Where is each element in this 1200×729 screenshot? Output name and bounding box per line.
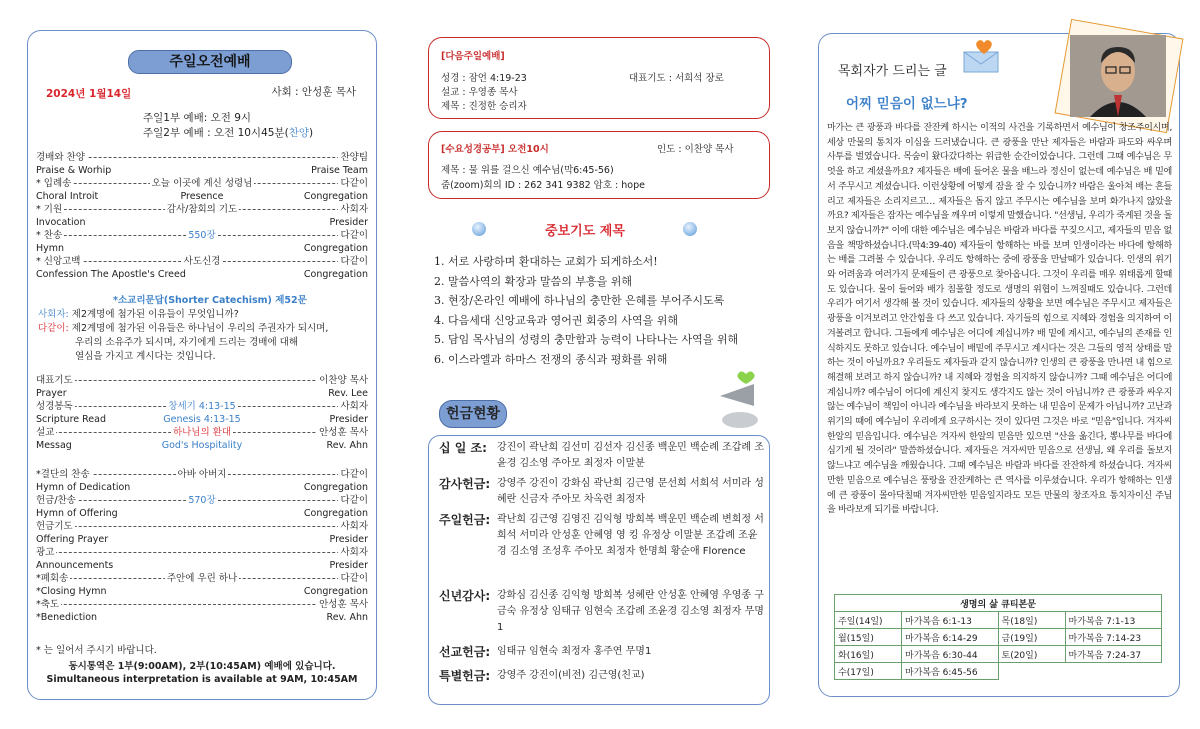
worship-title: 주일오전예배 (128, 50, 292, 74)
order-item-leader: 사회자 (340, 521, 368, 532)
order-row (34, 203, 370, 216)
order-item-leader: 다같이 (340, 495, 368, 506)
wed-title: [수요성경공부] 오전10시 (441, 144, 549, 155)
order-item-name: 헌금기도 (36, 521, 73, 532)
order-item-leader: 안성훈 목사 (319, 427, 368, 438)
order-item-leader: Presider (329, 560, 368, 571)
order-row (34, 439, 370, 452)
qt-cell: 토(20일) (998, 646, 1065, 663)
service-date: 2024년 1월14일 (46, 88, 132, 100)
order-row (34, 559, 370, 572)
offering-type: 특별헌금: (439, 669, 491, 683)
order-item-content: God's Hospitality (161, 440, 243, 451)
qt-cell: 마가복음 7:14-23 (1065, 629, 1162, 646)
order-row (34, 572, 370, 585)
order-item-leader: 이찬양 목사 (319, 375, 368, 386)
order-item-name: Prayer (36, 388, 67, 399)
order-row (34, 533, 370, 546)
qt-cell: 목(18일) (998, 612, 1065, 629)
order-item-content: 아바 아버지 (177, 469, 227, 480)
order-item-leader: 다같이 (340, 256, 368, 267)
wed-leader: 인도 : 이찬양 목사 (657, 144, 734, 155)
order-item-name: * 신앙고백 (36, 256, 81, 267)
order-item-name: *Benediction (36, 612, 98, 623)
order-item-name: Offering Prayer (36, 534, 109, 545)
order-row-center (34, 255, 370, 268)
order-item-content: 하나님의 환대 (172, 427, 232, 438)
offering-names: 강영주 강진이 강화심 곽난희 김근영 문선희 서희석 서미라 성혜란 신금자 주아모 차옥련 최정자 (497, 478, 764, 505)
next-preacher: 설교 : 우영종 목사 (441, 87, 518, 98)
qt-table (834, 594, 1162, 680)
order-item-name: *축도 (36, 599, 60, 610)
offering-names: 강진이 곽난희 김선미 김선자 김신종 백운민 백순례 조갑례 조윤경 김소영 주아모 최정자 이말분 (497, 442, 764, 469)
order-row (34, 611, 370, 624)
qt-row (835, 646, 1162, 663)
order-item-name: * 찬송 (36, 230, 63, 241)
offering-type: 선교헌금: (439, 645, 491, 659)
catechism-answer-2: 우리의 소유주가 되시며, 자기에게 드리는 경배에 대해 (75, 337, 299, 348)
interpretation-english: Simultaneous interpretation is available at 9AM, 10:45AM (46, 674, 358, 685)
order-row (34, 507, 370, 520)
order-item-name: 헌금/찬송 (36, 495, 76, 506)
order-item-leader: Congregation (303, 482, 368, 493)
order-item-leader: Presider (329, 534, 368, 545)
offering-box (428, 435, 770, 705)
order-row (34, 268, 370, 281)
order-item-content: 550장 (188, 230, 216, 241)
offering-type: 십 일 조: (439, 441, 487, 455)
qt-cell: 마가복음 7:1-13 (1065, 612, 1162, 629)
order-item-name: 성경봉독 (36, 401, 73, 412)
interpretation-korean: 동시통역은 1부(9:00AM), 2부(10:45AM) 예배에 있습니다. (68, 661, 336, 672)
qt-row (835, 663, 1162, 680)
order-item-content: 감사/참회의 기도 (166, 204, 238, 215)
qt-cell: 금(19일) (998, 629, 1065, 646)
order-item-content: 570장 (188, 495, 216, 506)
qt-cell: 월(15일) (835, 629, 902, 646)
order-item-leader: Rev. Ahn (326, 440, 368, 451)
order-row (34, 387, 370, 400)
order-item-leader: Presider (329, 414, 368, 425)
order-item-name: 광고 (36, 547, 55, 558)
prayer-item: 2. 말씀사역의 확장과 말씀의 부흥을 위해 (434, 274, 632, 288)
order-row (34, 400, 370, 413)
order-row-center (34, 572, 370, 585)
order-row-center (34, 494, 370, 507)
prayer-title: 중보기도 제목 (545, 224, 625, 239)
order-item-leader: 다같이 (340, 230, 368, 241)
catechism-answer (38, 320, 328, 334)
order-item-leader: 사회자 (340, 401, 368, 412)
next-prayer: 대표기도 : 서희석 장로 (629, 73, 724, 84)
order-item-content: 오늘 이곳에 계신 성령님 (151, 178, 253, 189)
offering-type: 신년감사: (439, 589, 491, 603)
order-row (34, 190, 370, 203)
order-item-content: Presence (180, 191, 224, 202)
order-item-leader: Congregation (303, 586, 368, 597)
wed-zoom: 줌(zoom)회의 ID : 262 341 9382 암호 : hope (441, 180, 645, 191)
pastor-letter-body: 마가는 큰 광풍과 바다를 잔잔케 하시는 이적의 사건을 기록하면서 예수님이 창조주이시며, 세상 만물의 통치자 이심을 드러냈습니다. 큰 광풍을 만난 제자들은 바람과 파도와 싸우며 사투를 벌였습니다. 목숨이 왔다갔다하는 위급한 순간이었습니다. 그런데 그때 예수님은 무엇을 하고 계셨을까요? 제자들은 배에 들어온 물을 배느라 정신이 없는데 예수님은 배 밑에서 주무시고 계셨습니다. 이런상황에 어떻게 잠을 잘 수 있습니까? 바람은 울아쳐 배는 흔들리고 제자들은 소리지르고… 제자들은 돕지 않고 주무시는 예수님을 보며 화가나지 않았을까요? 제자들은 잠자는 예수님을 깨우며 이렇게 말했습니다. "선생님, 우리가 죽게된 것을 돌보지 않습니까?" 이에 대한 예수님은 예수님은 바람과 바다를 꾸짖으시고, 제자들의 믿음 없음을 책망하셨습니다.(막4:39-40) 제자들이 항해하는 바를 보며 인생이라는 바다에 항해하는 배를 그려볼 수 있습니다. 우리도 항해하는 중에 광풍을 만날때가 있습니다. 인생의 위기와 어려움과 여러가지 문제들이 큰 광풍으로 찾아옵니다. 그것이 우리를 매우 위태롭게 할때도 있습니다. 물이 들어와 배가 침몰할 정도로 생명의 위협이 느껴질때도 있습니다. 그런데 우리가 여기서 생각해 볼 것이 있습니다. 제자들의 상황을 보면 예수님은 주무시고 제자들은 광풍을 이겨보려고 안간힘을 다 쓰고 있습니다. 자기들의 힘으로 지혜와 경험을 의지하여 이겨볼려고 합니다. 그들에게 예수님은 어디에 계십니까? 배 밑에 계시고, 예수님의 존재를 인식하지도 못하고 있습니다. 예수님이 배밑에 주무시고 계시다는 것은 그들의 영적 상태를 말하는 것이 아닐까요? 우리들도 제자들과 같지 않습니까? 인생의 큰 광풍을 만나면 내 힘으로 해결해 보려고 하지 않습니까? 내 지혜와 경험을 의지하지 않습니까? 그때 예수님은 어디에 계십니까? 예수님이 어디에 계신지 찾지도 생각지도 않는 것이 아닙니까? 큰 광풍과 싸우지 않는 예수님이 책임이 아니라 예수님을 바라보지 못하는 내 믿음이 문제가 아닙니까? 고난과 위기의 때에 예수님이 우리에게 요구하시는 것이 있다면 그것은 바로 "믿음"입니다. 겨자씨 한알의 믿음입니다. 예수님은 겨자씨 한알의 믿음만 있으면 "산을 옮긴다, 뽕나무를 바다에 심기게 될 것이라" 말씀하셨습니다. 제자들은 겨자씨만 믿음으로 선생님, 왜 우리를 돌보지 않느냐고 예수님을 깨웠습니다. 그때 예수님은 바람과 바다를 잔잔하게 하셨습니다. 겨자씨만한 믿음으로 예수님은 풍랑을 잔잔케하는 큰 역사를 이루셨습니다. 우리가 항해하는 인생에 큰 광풍이 몰아닥칠때 겨자씨만한 믿음일지라도 모든 만물의 창조자요 통치자이신 주님을 바라보게 되기를 바랍니다. (827, 123, 1172, 516)
order-item-leader: Rev. Ahn (326, 612, 368, 623)
q-text: 제2계명에 첨가된 이유들이 무엇입니까? (71, 309, 239, 320)
order-item-leader: 다같이 (340, 178, 368, 189)
order-row-center (34, 177, 370, 190)
order-item-name: 설교 (36, 427, 55, 438)
order-item-leader: 안성훈 목사 (319, 599, 368, 610)
qt-cell (998, 663, 1065, 680)
order-item-name: 경배와 찬양 (36, 152, 85, 163)
order-item-leader: Congregation (303, 191, 368, 202)
order-item-content: Genesis 4:13-15 (163, 414, 241, 425)
qt-cell: 주일(14일) (835, 612, 902, 629)
service-2-text: 주일2부 예배 : 오전 10시45분( (143, 127, 289, 139)
prayer-item: 5. 담임 목사님의 성령의 충만함과 능력이 나타나는 사역을 위해 (434, 333, 739, 346)
order-item-name: *폐회송 (36, 573, 69, 584)
order-row-center (34, 229, 370, 242)
heart-letter-icon (960, 36, 1006, 76)
order-item-content: 사도신경 (183, 256, 221, 267)
qt-cell: 화(16일) (835, 646, 902, 663)
order-row (34, 520, 370, 533)
order-row (34, 413, 370, 426)
offering-names: 강영주 강진이(비전) 김근영(친교) (497, 670, 645, 681)
order-item-leader: 사회자 (340, 547, 368, 558)
qt-cell: 마가복음 6:1-13 (902, 612, 999, 629)
order-item-name: * 입례송 (36, 178, 72, 189)
offering-names: 강화심 김신종 김익형 방희복 성혜란 안성훈 안혜영 우영종 구금숙 유정상 임태규 임현숙 조갑례 조윤경 김소영 최정자 무명1 (497, 590, 764, 633)
order-row (34, 426, 370, 439)
offering-type: 주일헌금: (439, 513, 491, 527)
order-item-name: 대표기도 (36, 375, 73, 386)
order-row (34, 481, 370, 494)
order-item-leader: Congregation (303, 243, 368, 254)
order-item-name: Hymn (36, 243, 65, 254)
offering-names: 곽난희 김근영 김영진 김익형 방희복 백운민 백순례 변희정 서희석 서미라 안성훈 안혜영 영 킹 유정상 이말분 조갑례 조윤경 김소영 조성후 주아모 최정자 한명희 황순애 Florence (497, 514, 764, 557)
order-item-content: 주안에 우린 하나 (166, 573, 238, 584)
order-item-name: Confession The Apostle's Creed (36, 269, 186, 280)
qt-cell: 마가복음 6:14-29 (902, 629, 999, 646)
dash-leader (34, 552, 370, 553)
order-row (34, 216, 370, 229)
prayer-item: 6. 이스라엘과 하마스 전쟁의 종식과 평화를 위해 (434, 352, 668, 366)
prayer-item: 4. 다음세대 신앙교육과 영어권 회중의 사역을 위해 (434, 313, 678, 327)
order-row (34, 242, 370, 255)
bullet-ball-left-icon (472, 222, 486, 236)
order-item-name: *결단의 찬송 (36, 469, 90, 480)
next-scripture: 성경 : 잠언 4:19-23 (441, 73, 527, 84)
qt-cell: 마가복음 6:45-56 (902, 663, 999, 680)
next-week-box (428, 37, 770, 119)
decorative-shapes-icon (718, 370, 770, 430)
order-row (34, 255, 370, 268)
order-item-content: 창세기 4:13-15 (168, 401, 236, 412)
order-item-leader: Congregation (303, 508, 368, 519)
qt-title: 생명의 삶 큐티본문 (835, 595, 1162, 612)
qt-row (835, 629, 1162, 646)
order-item-name: Announcements (36, 560, 114, 571)
wed-topic: 제목 : 물 위를 걸으신 예수님(막6:45-56) (441, 165, 614, 176)
a-label: 다같이: (38, 323, 69, 334)
order-row-center (34, 203, 370, 216)
qt-row (835, 612, 1162, 629)
order-item-leader: 다같이 (340, 573, 368, 584)
q-label: 사회자: (38, 309, 69, 320)
offering-title: 헌금현황 (439, 400, 507, 428)
order-item-leader: Praise Team (311, 165, 368, 176)
order-row (34, 546, 370, 559)
prayer-item: 1. 서로 사랑하며 환대하는 교회가 되게하소서! (434, 255, 658, 268)
qt-cell: 수(17일) (835, 663, 902, 680)
bullet-ball-right-icon (683, 222, 697, 236)
order-item-name: Praise & Worhip (36, 165, 112, 176)
qt-cell (1065, 663, 1162, 680)
service-host: 사회 : 안성훈 목사 (271, 86, 356, 98)
order-item-leader: Presider (329, 217, 368, 228)
worship-order-panel (27, 30, 377, 700)
service-2-close: ) (308, 127, 314, 139)
order-item-name: Scripture Read (36, 414, 107, 425)
order-row-center (34, 400, 370, 413)
order-item-name: Messag (36, 440, 72, 451)
dash-leader (34, 526, 370, 527)
order-row (34, 468, 370, 481)
a-text-1: 제2계명에 첨가된 이유들은 하나님이 우리의 주권자가 되시며, (71, 323, 329, 334)
prayer-item: 3. 현장/온라인 예배에 하나님의 충만한 은혜를 부어주시도록 (434, 294, 725, 307)
order-row (34, 494, 370, 507)
order-row (34, 585, 370, 598)
wednesday-study-box (428, 131, 770, 199)
catechism-question (38, 306, 239, 320)
service-2-praise: 찬양 (288, 127, 309, 139)
order-item-name: Invocation (36, 217, 86, 228)
order-item-leader: 찬양팀 (340, 152, 368, 163)
order-item-name: *Closing Hymn (36, 586, 107, 597)
service-2-time (143, 125, 313, 140)
order-row (34, 177, 370, 190)
order-row (34, 229, 370, 242)
offering-names: 임태규 임현숙 최정자 홍주연 무명1 (497, 646, 652, 657)
next-theme: 제목 : 진정한 승리자 (441, 101, 527, 112)
order-row (34, 164, 370, 177)
catechism-title: *소교리문답(Shorter Catechism) 제52문 (113, 295, 307, 306)
order-row (34, 151, 370, 164)
order-item-name: Choral Introit (36, 191, 99, 202)
order-item-leader: 사회자 (340, 204, 368, 215)
order-item-leader: Rev. Lee (328, 388, 368, 399)
order-row-center (34, 439, 370, 452)
order-item-leader: 다같이 (340, 469, 368, 480)
service-1-time: 주일1부 예배: 오전 9시 (143, 112, 252, 124)
next-week-title: [다음주일예배] (441, 51, 505, 62)
order-item-name: Hymn of Dedication (36, 482, 131, 493)
pastor-letter-title: 어찌 믿음이 없느냐? (846, 96, 968, 112)
order-row (34, 598, 370, 611)
pastor-letter-header: 목회자가 드리는 글 (838, 64, 947, 79)
order-item-name: * 기원 (36, 204, 63, 215)
catechism-answer-3: 열심을 가지고 계시다는 것입니다. (75, 351, 216, 362)
pastor-photo (1070, 35, 1166, 117)
offering-type: 감사헌금: (439, 477, 491, 491)
qt-cell: 마가복음 7:24-37 (1065, 646, 1162, 663)
qt-cell: 마가복음 6:30-44 (902, 646, 999, 663)
order-row (34, 374, 370, 387)
order-item-leader: Congregation (303, 269, 368, 280)
order-item-name: Hymn of Offering (36, 508, 118, 519)
standing-note: * 는 일어서 주시기 바랍니다. (36, 645, 157, 656)
